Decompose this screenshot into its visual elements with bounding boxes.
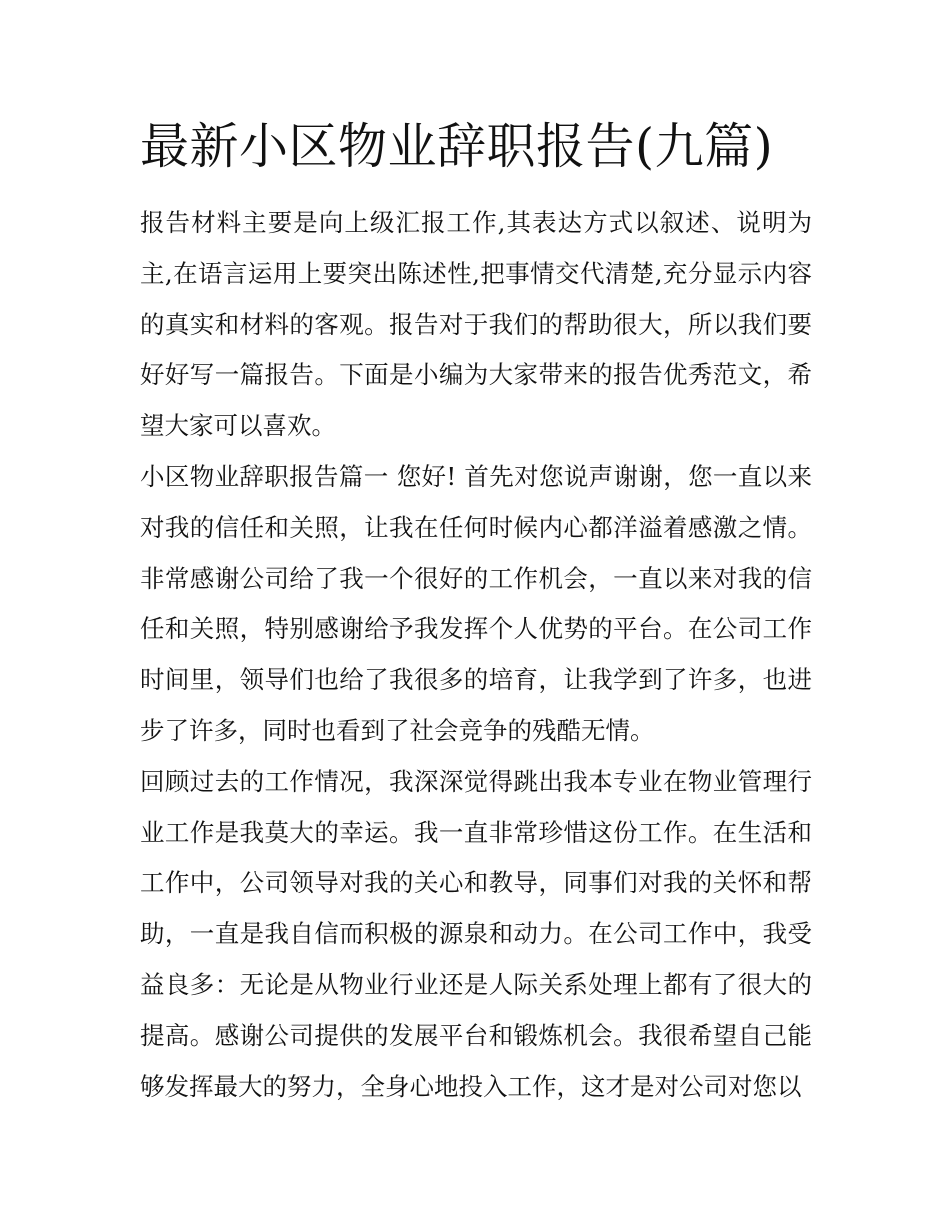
paragraph-part-one: 小区物业辞职报告篇一 您好! 首先对您说声谢谢，您一直以来对我的信任和关照，让我在任何时候内心都洋溢着感激之情。非常感谢公司给了我一个很好的工作机会，一直以来对我的信任和关照，特别感谢给予我发挥个人优势的平台。在公司工作时间里，领导们也给了我很多的培育，让我学到了许多，也进步了许多，同时也看到了社会竞争的残酷无情。: [140, 461, 812, 745]
document-body: [140, 198, 812, 1112]
document-title: 最新小区物业辞职报告(九篇): [140, 118, 774, 175]
paragraph-review: 回顾过去的工作情况，我深深觉得跳出我本专业在物业管理行业工作是我莫大的幸运。我一直非常珍惜这份工作。在生活和工作中，公司领导对我的关心和教导，同事们对我的关怀和帮助，一直是我自信而积极的源泉和动力。在公司工作中，我受益良多：无论是从物业行业还是人际关系处理上都有了很大的提高。感谢公司提供的发展平台和锻炼机会。我很希望自己能够发挥最大的努力，全身心地投入工作，这才是对公司对您以: [140, 766, 812, 1101]
paragraph-intro: 报告材料主要是向上级汇报工作,其表达方式以叙述、说明为主,在语言运用上要突出陈述性,把事情交代清楚,充分显示内容的真实和材料的客观。报告对于我们的帮助很大，所以我们要好好写一篇报告。下面是小编为大家带来的报告优秀范文，希望大家可以喜欢。: [140, 208, 812, 441]
